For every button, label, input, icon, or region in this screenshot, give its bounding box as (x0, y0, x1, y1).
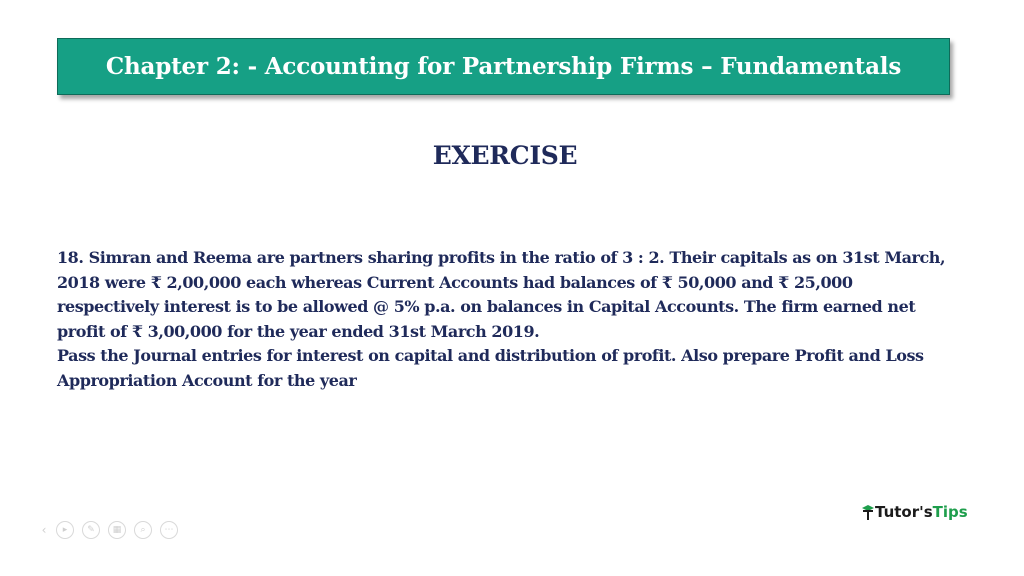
exercise-heading: EXERCISE (432, 141, 578, 170)
grid-icon[interactable]: ▦ (108, 521, 126, 539)
chapter-title: Chapter 2: - Accounting for Partnership Firms – Fundamentals (105, 53, 902, 80)
question-paragraph-1: 18. Simran and Reema are partners sharing profits in the ratio of 3 : 2. Their capitals as on 31st March, 2018 were ₹ 2,00,000 each whereas Current Accounts had balances of ₹ 50,000 and ₹ 25,000 respectively interest is to be allowed @ 5% p.a. on balances in Capital Accounts. The firm earned net profit of ₹ 3,00,000 for the year ended 31st March 2019. (57, 248, 946, 341)
chapter-banner (57, 38, 950, 95)
previous-icon[interactable]: ‹ (41, 523, 47, 537)
pen-icon[interactable]: ✎ (82, 521, 100, 539)
graduation-cap-icon (862, 504, 874, 520)
question-text (57, 246, 957, 393)
logo-text-tips: Tips (932, 503, 968, 521)
logo-text-tutors: Tutor's (875, 503, 933, 521)
tutors-tips-logo (862, 503, 968, 521)
zoom-icon[interactable]: ⌕ (134, 521, 152, 539)
question-paragraph-2: Pass the Journal entries for interest on capital and distribution of profit. Also prepare Profit and Loss Appropriation Account for the year (57, 346, 924, 390)
play-icon[interactable]: ▸ (56, 521, 74, 539)
slideshow-controls (40, 521, 178, 539)
more-icon[interactable]: ⋯ (160, 521, 178, 539)
